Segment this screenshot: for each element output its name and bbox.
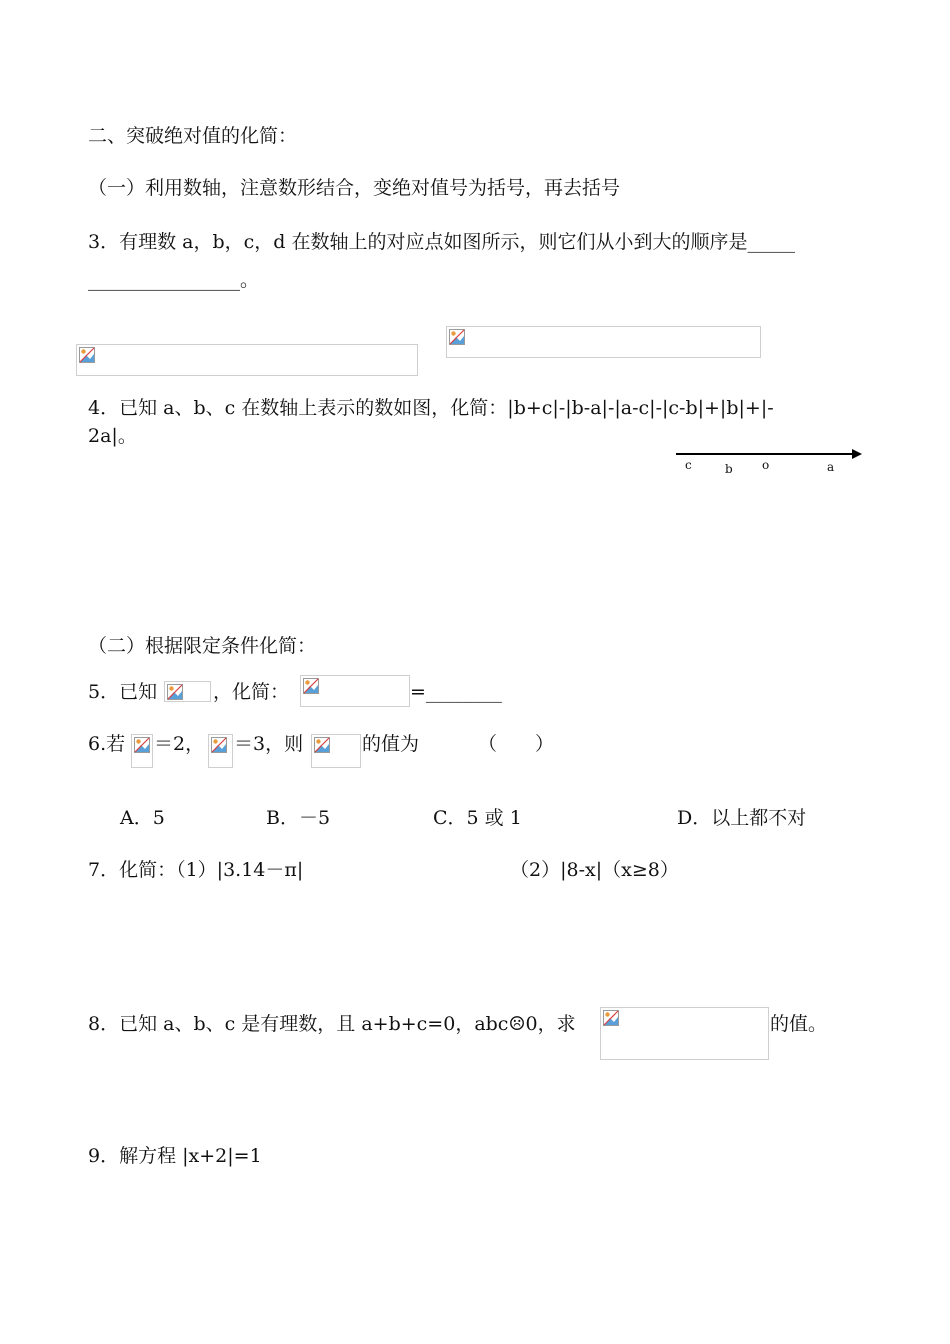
broken-image-icon — [211, 737, 227, 753]
q7-part2: （2）|8-x|（x≥8） — [510, 859, 679, 881]
q9-text: 9．解方程 |x+2|=1 — [88, 1145, 262, 1167]
broken-image-icon — [314, 737, 330, 753]
q5-condition-image — [164, 681, 211, 702]
q8-expression-image — [600, 1007, 769, 1060]
broken-image-icon — [134, 737, 150, 753]
q6-image-2 — [208, 734, 233, 768]
number-line-arrow — [676, 446, 866, 462]
q5-expression-image — [300, 675, 410, 707]
q6-prefix: 6.若 — [88, 733, 126, 755]
q3-line1: 3．有理数 a，b，c，d 在数轴上的对应点如图所示，则它们从小到大的顺序是_____ — [88, 231, 795, 253]
q6-image-3 — [311, 734, 361, 768]
q6-eq2: ＝3，则 — [234, 733, 304, 755]
broken-image-icon — [79, 347, 95, 363]
part1-title: （一）利用数轴，注意数形结合，变绝对值号为括号，再去括号 — [88, 177, 621, 199]
q3-line2: ________________。 — [88, 269, 260, 291]
q3-number-line-image-a — [76, 344, 418, 376]
number-line-label-a: a — [827, 460, 835, 474]
number-line-label-c: c — [685, 458, 692, 472]
q8-suffix: 的值。 — [770, 1013, 828, 1035]
number-line-label-o: o — [762, 458, 770, 472]
q6-option-d: D．以上都不对 — [677, 807, 807, 829]
q6-option-a: A．5 — [120, 807, 165, 829]
q5-suffix: =________ — [410, 681, 502, 703]
part2-title: （二）根据限定条件化简： — [88, 635, 317, 657]
q5-prefix: 5．已知 — [88, 681, 158, 703]
q6-answer-paren: （ ） — [478, 733, 555, 755]
q5-middle: ，化简： — [213, 681, 290, 703]
q6-suffix: 的值为 — [362, 733, 420, 755]
broken-image-icon — [449, 329, 465, 345]
q6-option-c: C．5 或 1 — [433, 807, 522, 829]
broken-image-icon — [603, 1010, 619, 1026]
number-line-label-b: b — [725, 462, 733, 476]
q6-image-1 — [131, 734, 153, 768]
q8-prefix: 8．已知 a、b、c 是有理数，且 a+b+c=0，abc☹0，求 — [88, 1013, 576, 1035]
q3-number-line-image-b — [446, 326, 761, 358]
broken-image-icon — [167, 684, 183, 700]
broken-image-icon — [303, 678, 319, 694]
q6-eq1: ＝2， — [154, 733, 205, 755]
q4-number-line — [676, 446, 866, 486]
q7-part1: 7．化简：（1）|3.14－π| — [88, 859, 304, 881]
section-title: 二、突破绝对值的化简： — [88, 125, 298, 147]
q4-line1: 4．已知 a、b、c 在数轴上表示的数如图，化简：|b+c|-|b-a|-|a-c|-|c-b|+|b|+|- — [88, 397, 774, 419]
q6-option-b: B．－5 — [266, 807, 331, 829]
q4-line2: 2a|。 — [88, 425, 137, 447]
